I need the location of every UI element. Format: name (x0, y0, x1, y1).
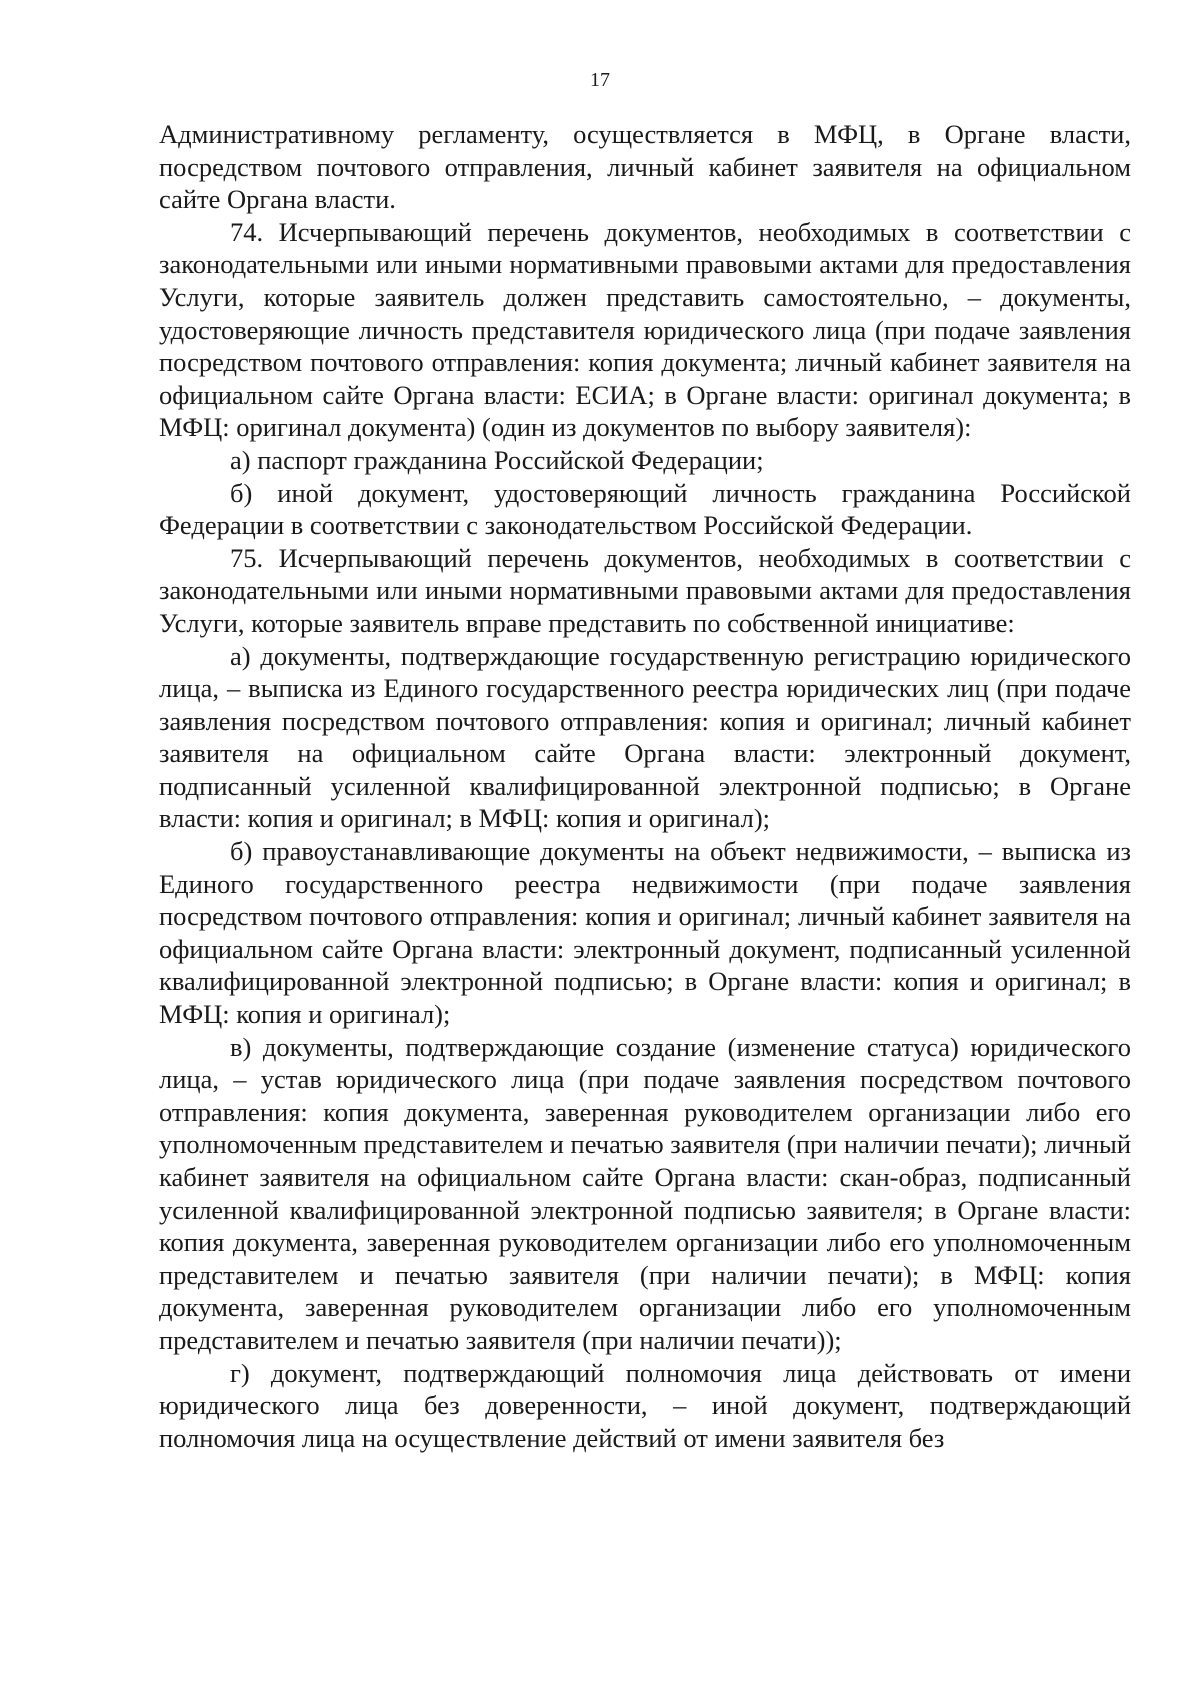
paragraph-continuation: Административному регламенту, осуществляется в МФЦ, в Органе власти, посредством почтового отправления, личный кабинет заявителя на официальном сайте Органа власти. (159, 119, 1131, 215)
paragraph-item-75: 75. Исчерпывающий перечень документов, необходимых в соответствии с законодательными или иными нормативными правовыми актами для предоставления Услуги, которые заявитель вправе представить по собственной инициативе: (159, 542, 1131, 638)
document-body (159, 118, 1131, 1454)
paragraph-item-75a: а) документы, подтверждающие государственную регистрацию юридического лица, – выписка из Единого государственного реестра юридических лиц (при подаче заявления посредством почтового отправления: копия и оригинал; личный кабинет заявителя на официальном сайте Органа власти: электронный документ, подписанный усиленной квалифицированной электронной подписью; в Органе власти: копия и оригинал; в МФЦ: копия и оригинал); (159, 640, 1131, 834)
paragraph-item-75v: в) документы, подтверждающие создание (изменение статуса) юридического лица, – устав юридического лица (при подаче заявления посредством почтового отправления: копия документа, заверенная руководителем организации либо его уполномоченным представителем и печатью заявителя (при наличии печати); личный кабинет заявителя на официальном сайте Органа власти: скан-образ, подписанный усиленной квалифицированной электронной подписью заявителя; в Органе власти: копия документа, заверенная руководителем организации либо его уполномоченным представителем и печатью заявителя (при наличии печати); в МФЦ: копия документа, заверенная руководителем организации либо его уполномоченным представителем и печатью заявителя (при наличии печати)); (159, 1031, 1131, 1355)
page-number: 17 (590, 69, 610, 91)
paragraph-item-74b: б) иной документ, удостоверяющий личность гражданина Российской Федерации в соответствии с законодательством Российской Федерации. (159, 477, 1131, 541)
paragraph-item-75g: г) документ, подтверждающий полномочия лица действовать от имени юридического лица без доверенности, – иной документ, подтверждающий полномочия лица на осуществление действий от имени заявителя без (159, 1357, 1131, 1453)
paragraph-item-74: 74. Исчерпывающий перечень документов, необходимых в соответствии с законодательными или иными нормативными правовыми актами для предоставления Услуги, которые заявитель должен представить самостоятельно, – документы, удостоверяющие личность представителя юридического лица (при подаче заявления посредством почтового отправления: копия документа; личный кабинет заявителя на официальном сайте Органа власти: ЕСИА; в Органе власти: оригинал документа; в МФЦ: оригинал документа) (один из документов по выбору заявителя): (159, 216, 1131, 443)
paragraph-item-75b: б) правоустанавливающие документы на объект недвижимости, – выписка из Единого государственного реестра недвижимости (при подаче заявления посредством почтового отправления: копия и оригинал; личный кабинет заявителя на официальном сайте Органа власти: электронный документ, подписанный усиленной квалифицированной электронной подписью; в Органе власти: копия и оригинал; в МФЦ: копия и оригинал); (159, 836, 1131, 1030)
paragraph-item-74a: а) паспорт гражданина Российской Федерации; (230, 444, 764, 475)
